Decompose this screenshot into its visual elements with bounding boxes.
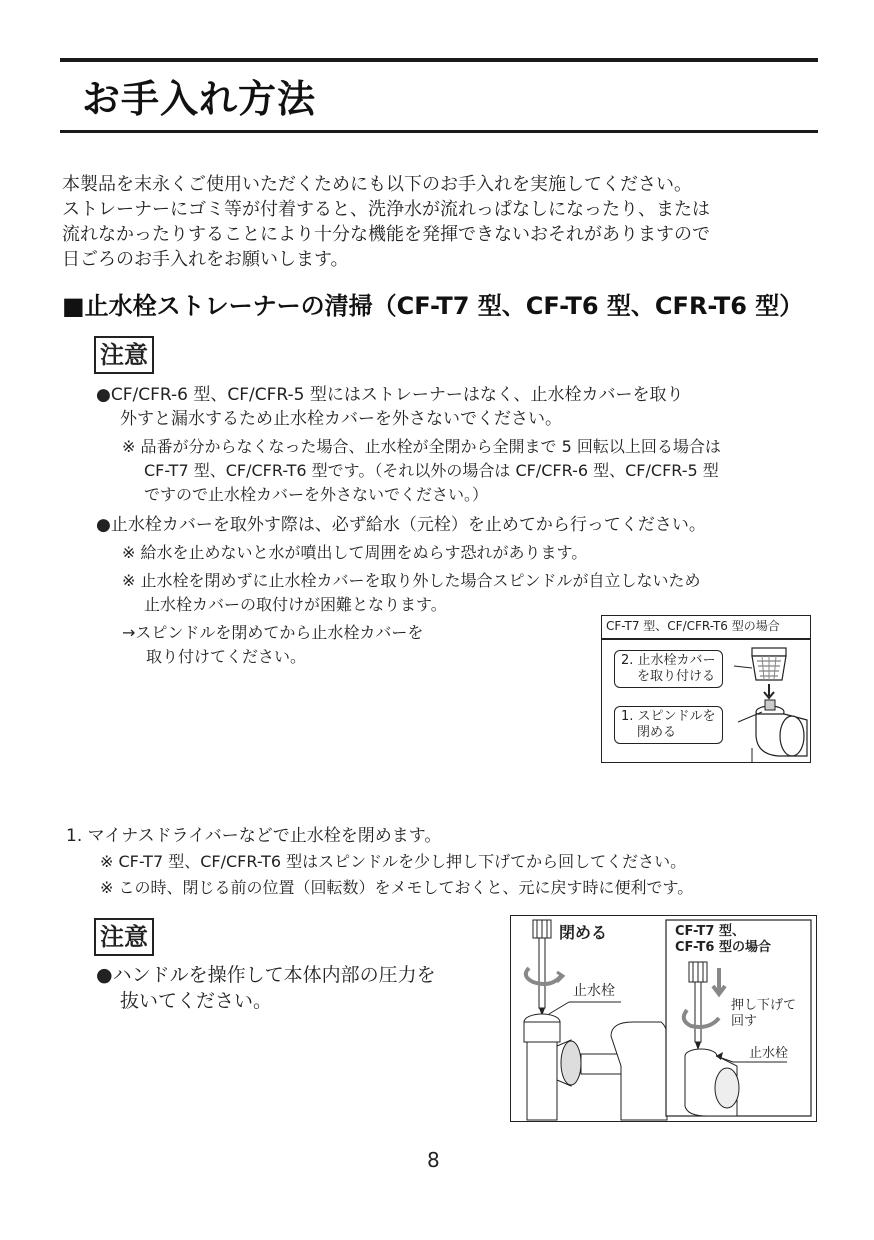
intro-line-1: 本製品を末永くご使用いただくためにも以下のお手入れを実施してください。	[62, 174, 692, 195]
inset-title-line-2: CF-T6 型の場合	[675, 940, 771, 955]
intro-line-4: 日ごろのお手入れをお願いします。	[62, 249, 349, 270]
figure-close-valve	[510, 915, 817, 1122]
stop-valve-icon	[524, 1014, 667, 1120]
callout-attach-cover-line-1: 2. 止水栓カバー	[621, 653, 716, 668]
close-label: 閉める	[559, 923, 608, 942]
figure-1-header: CF-T7 型、CF/CFR-T6 型の場合	[606, 619, 780, 633]
caution-note-1-line-2: CF-T7 型、CF/CFR-T6 型です。（それ以外の場合は CF/CFR-6 型、CF/CFR-5 型	[144, 461, 719, 480]
caution-note-3-line-2: 止水栓カバーの取付けが困難となります。	[144, 595, 447, 614]
caution-arrow-line-2: 取り付けてください。	[146, 647, 307, 666]
caution-bullet-1-line-1: ●CF/CFR-6 型、CF/CFR-5 型にはストレーナーはなく、止水栓カバーを取り	[96, 385, 684, 405]
top-rule	[60, 58, 818, 62]
caution-bullet-2: ●止水栓カバーを取外す際は、必ず給水（元栓）を止めてから行ってください。	[96, 515, 706, 535]
caution-bullet-1-line-2: 外すと漏水するため止水栓カバーを外さないでください。	[120, 409, 562, 429]
caution-label: 注意	[94, 336, 154, 374]
strainer-cover-icon	[752, 648, 786, 680]
push-label-line-2: 回す	[731, 1014, 758, 1029]
inset-valve-label: 止水栓	[749, 1046, 789, 1061]
step-1-note-2: ※ この時、閉じる前の位置（回転数）をメモしておくと、元に戻す時に便利です。	[100, 878, 694, 897]
caution-note-2: ※ 給水を止めないと水が噴出して周囲をぬらす恐れがあります。	[122, 543, 588, 562]
caution-note-3-line-1: ※ 止水栓を閉めずに止水栓カバーを取り外した場合スピンドルが自立しないため	[122, 571, 701, 590]
screwdriver-icon	[533, 920, 551, 1016]
valve-label: 止水栓	[573, 983, 615, 999]
caution-note-1-line-3: ですので止水栓カバーを外さないでください。）	[144, 485, 489, 504]
step-1-main: 1. マイナスドライバーなどで止水栓を閉めます。	[66, 826, 442, 846]
title-underline	[60, 130, 818, 133]
stop-valve-icon	[752, 700, 807, 762]
callout-close-spindle-line-2: 閉める	[637, 725, 677, 740]
inset-title-line-1: CF-T7 型、	[675, 924, 745, 939]
caution-note-1-line-1: ※ 品番が分からなくなった場合、止水栓が全閉から全開まで 5 回転以上回る場合は	[122, 437, 721, 456]
push-label-line-1: 押し下げて	[731, 998, 797, 1013]
page-title: お手入れ方法	[82, 77, 317, 121]
section-heading: ■止水栓ストレーナーの清掃（CF-T7 型、CF-T6 型、CFR-T6 型）	[62, 292, 804, 320]
callout-close-spindle	[614, 706, 723, 744]
caution-2-label: 注意	[94, 918, 154, 956]
callout-close-spindle-line-1: 1. スピンドルを	[621, 709, 716, 724]
callout-attach-cover	[614, 650, 723, 688]
caution-arrow-line-1: →スピンドルを閉めてから止水栓カバーを	[122, 623, 424, 642]
intro-line-2: ストレーナーにゴミ等が付着すると、洗浄水が流れっぱなしになったり、または	[62, 199, 710, 220]
callout-attach-cover-line-2: を取り付ける	[637, 669, 716, 684]
figure-cover-install	[601, 615, 811, 763]
step-1-note-1: ※ CF-T7 型、CF/CFR-T6 型はスピンドルを少し押し下げてから回してください。	[100, 852, 687, 871]
caution-2-line-2: 抜いてください。	[120, 990, 273, 1012]
down-arrow-icon	[764, 684, 774, 698]
intro-line-3: 流れなかったりすることにより十分な機能を発揮できないおそれがありますので	[62, 224, 710, 245]
page-number: 8	[427, 1148, 440, 1172]
caution-2-line-1: ●ハンドルを操作して本体内部の圧力を	[96, 964, 436, 986]
